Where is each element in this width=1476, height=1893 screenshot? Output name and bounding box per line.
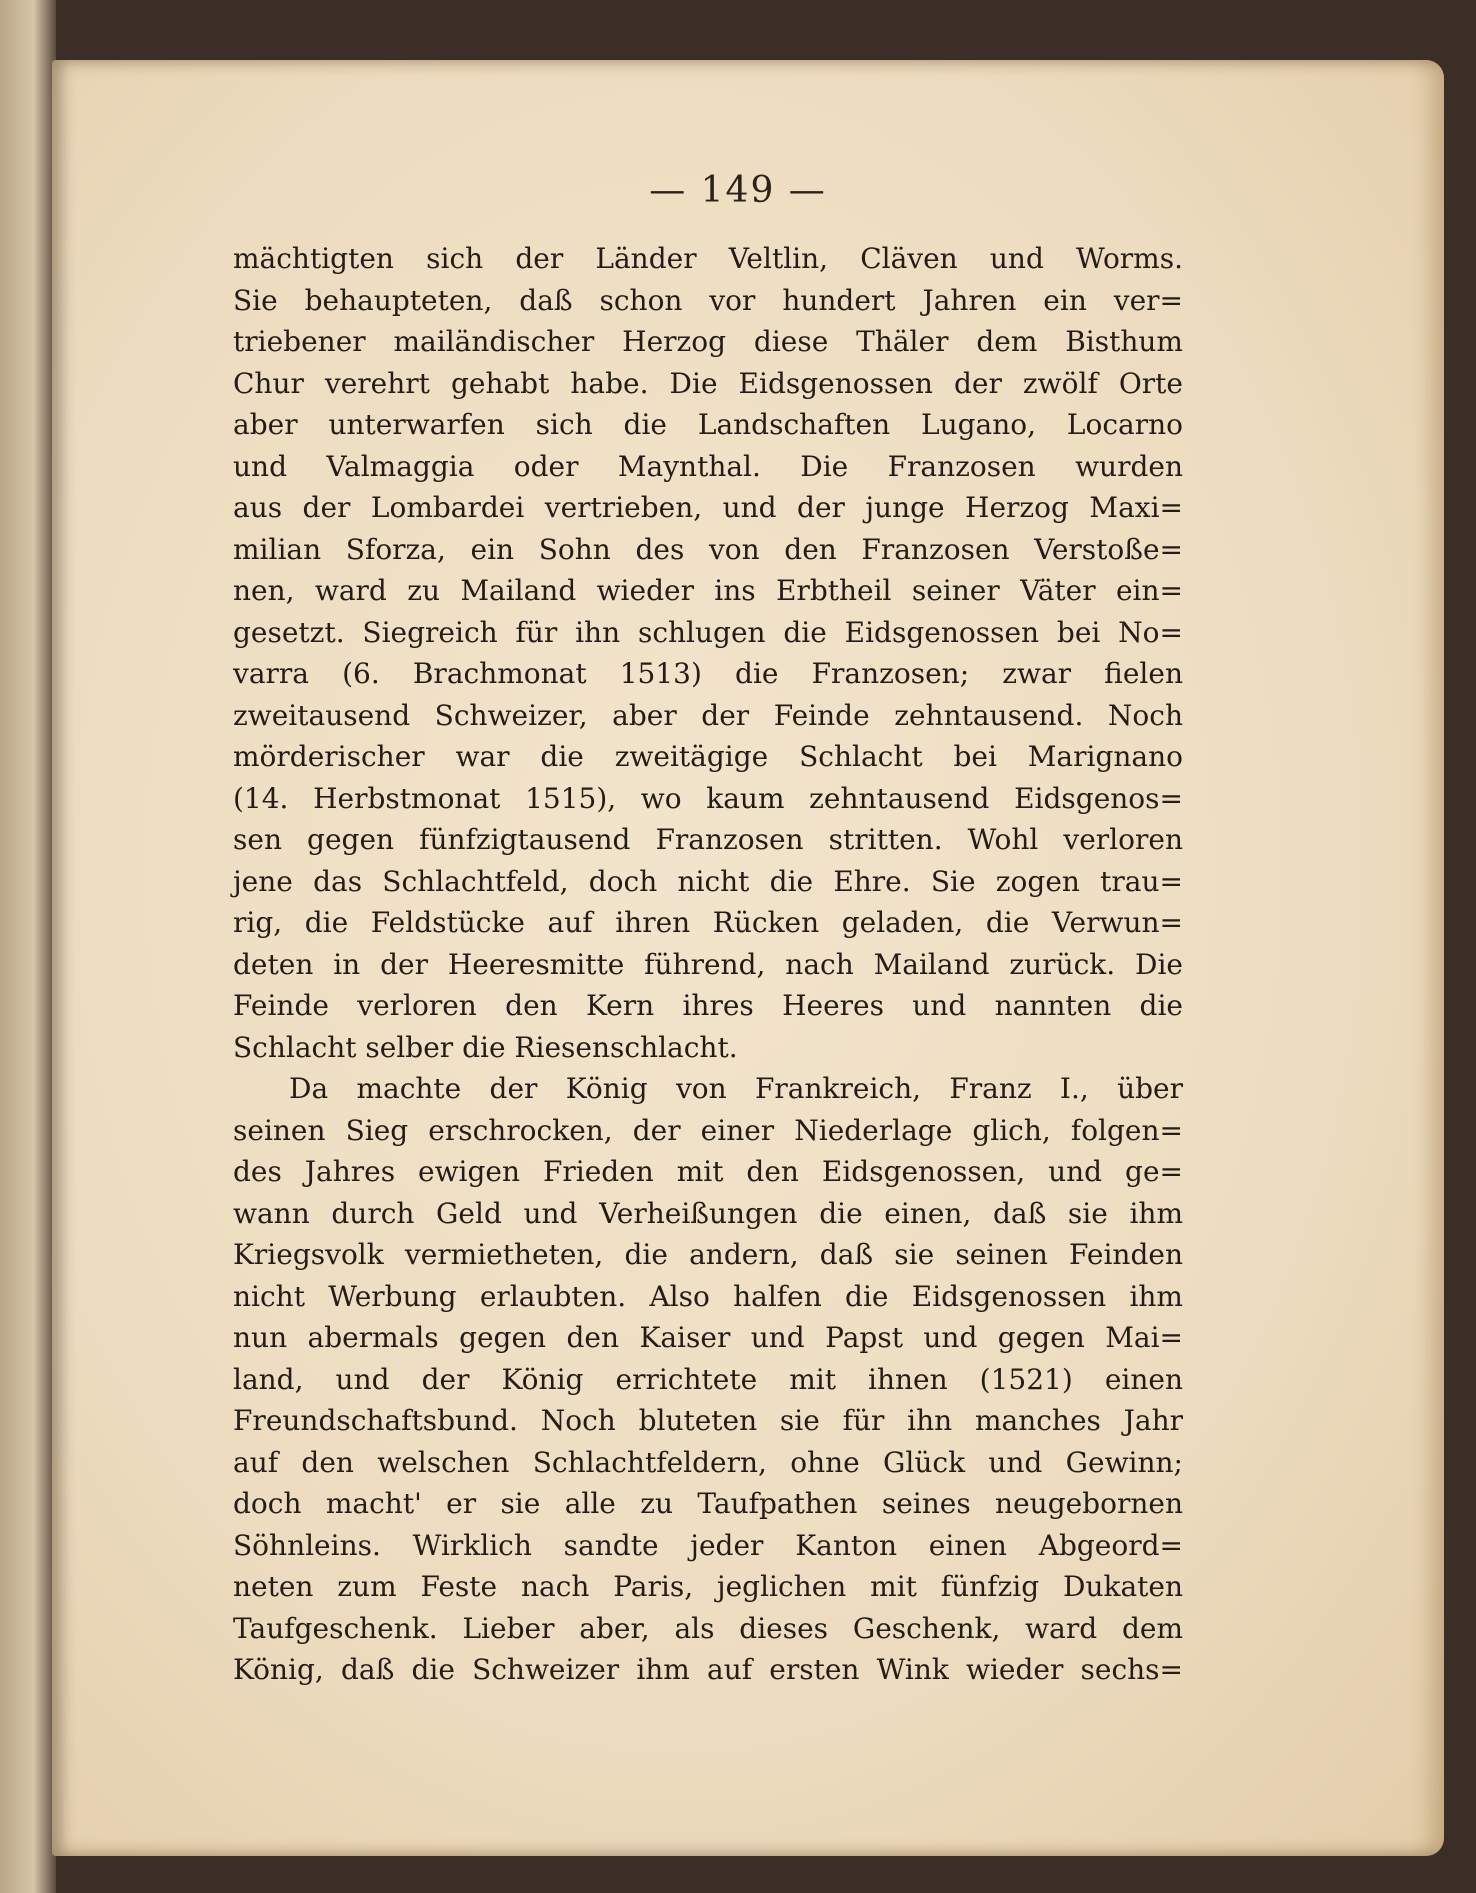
text-line: triebener mailändischer Herzog diese Thäler dem Bisthum [233, 325, 1183, 358]
text-line: Da machte der König von Frankreich, Franz I., über [289, 1072, 1183, 1105]
text-line: Schlacht selber die Riesenschlacht. [233, 1030, 738, 1064]
text-line: nicht Werbung erlaubten. Also halfen die Eidsgenossen ihm [233, 1279, 1183, 1313]
text-line: varra (6. Brachmonat 1513) die Franzosen; zwar fielen [233, 657, 1183, 690]
text-line: Sie behaupteten, daß schon vor hundert Jahren ein ver= [233, 283, 1183, 317]
text-line: land, und der König errichtete mit ihnen (1521) einen [233, 1362, 1183, 1396]
page-number: — 149 — [649, 170, 827, 211]
text-line: deten in der Heeresmitte führend, nach Mailand zurück. Die [233, 947, 1183, 981]
text-line: Freundschaftsbund. Noch bluteten sie für ihn manches Jahr [233, 1404, 1183, 1437]
text-line: auf den welschen Schlachtfeldern, ohne Glück und Gewinn; [233, 1445, 1183, 1479]
text-line: jene das Schlachtfeld, doch nicht die Ehre. Sie zogen trau= [233, 864, 1183, 898]
text-line: mächtigten sich der Länder Veltlin, Cläven und Worms. [233, 242, 1183, 275]
text-line: mörderischer war die zweitägige Schlacht bei Marignano [233, 740, 1183, 773]
text-line: Chur verehrt gehabt habe. Die Eidsgenossen der zwölf Orte [233, 366, 1183, 400]
text-line: sen gegen fünfzigtausend Franzosen stritten. Wohl verloren [233, 823, 1183, 856]
text-line: doch macht' er sie alle zu Taufpathen seines neugebornen [233, 1487, 1183, 1520]
text-line: milian Sforza, ein Sohn des von den Franzosen Verstoße= [233, 532, 1183, 566]
text-line: Söhnleins. Wirklich sandte jeder Kanton einen Abgeord= [233, 1528, 1183, 1562]
text-line: aus der Lombardei vertrieben, und der junge Herzog Maxi= [233, 491, 1183, 524]
text-line: rig, die Feldstücke auf ihren Rücken geladen, die Verwun= [233, 906, 1183, 939]
facing-page-edge [0, 0, 56, 1893]
text-line: neten zum Feste nach Paris, jeglichen mit fünfzig Dukaten [233, 1570, 1183, 1603]
text-line: aber unterwarfen sich die Landschaften Lugano, Locarno [233, 408, 1183, 441]
text-line: nen, ward zu Mailand wieder ins Erbtheil seiner Väter ein= [233, 574, 1183, 607]
text-line: und Valmaggia oder Maynthal. Die Franzosen wurden [233, 449, 1183, 483]
text-line: zweitausend Schweizer, aber der Feinde zehntausend. Noch [233, 698, 1183, 732]
text-line: des Jahres ewigen Frieden mit den Eidsgenossen, und ge= [233, 1155, 1183, 1188]
text-line: Kriegsvolk vermietheten, die andern, daß sie seinen Feinden [233, 1238, 1183, 1271]
text-line: Feinde verloren den Kern ihres Heeres und nannten die [233, 989, 1183, 1022]
text-line: (14. Herbstmonat 1515), wo kaum zehntausend Eidsgenos= [233, 781, 1183, 815]
text-line: Taufgeschenk. Lieber aber, als dieses Geschenk, ward dem [233, 1611, 1183, 1645]
body-text [233, 238, 1183, 1691]
text-line: seinen Sieg erschrocken, der einer Niederlage glich, folgen= [233, 1113, 1183, 1147]
text-line: König, daß die Schweizer ihm auf ersten Wink wieder sechs= [233, 1653, 1183, 1686]
text-line: gesetzt. Siegreich für ihn schlugen die Eidsgenossen bei No= [233, 615, 1183, 649]
text-line: wann durch Geld und Verheißungen die einen, daß sie ihm [233, 1196, 1183, 1230]
text-line: nun abermals gegen den Kaiser und Papst und gegen Mai= [233, 1321, 1183, 1354]
